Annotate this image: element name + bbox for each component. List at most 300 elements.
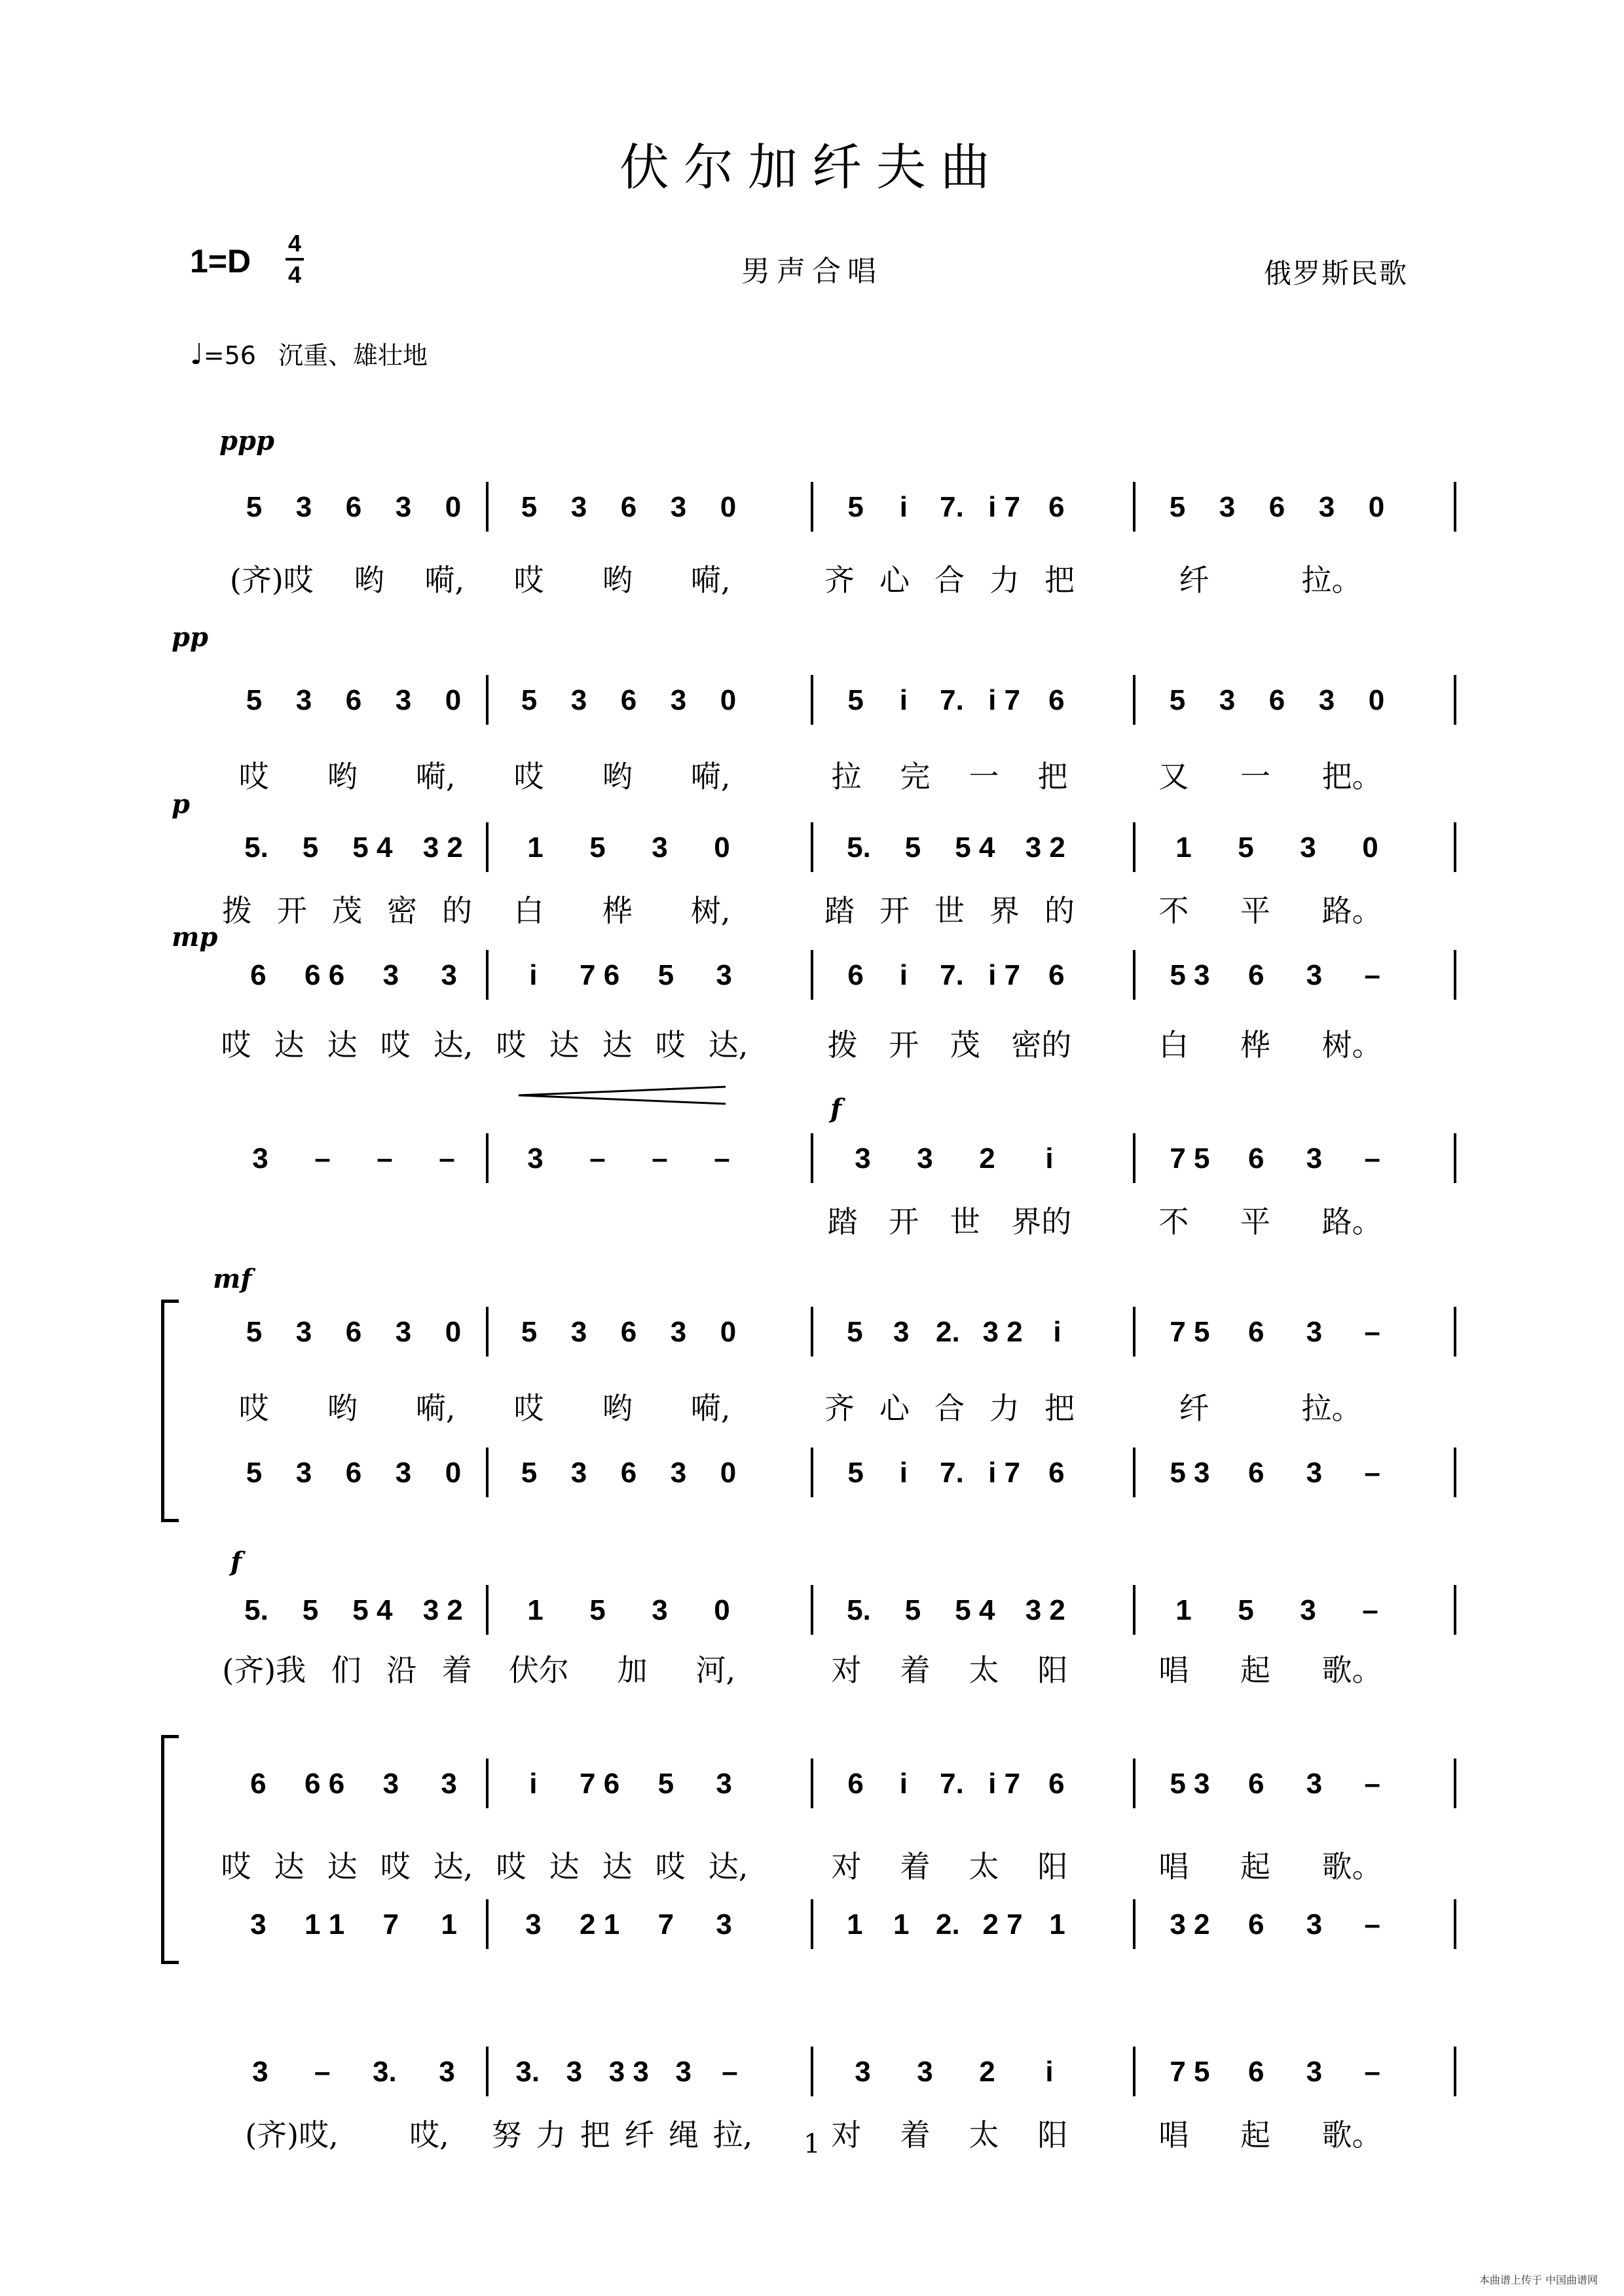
jianpu-note: 5 3 [1170, 1768, 1210, 1800]
lyric-word: 茂 [950, 1027, 980, 1063]
measure [229, 2056, 478, 2088]
lyric-word: 歌。 [1321, 1849, 1382, 1884]
lyric-word: 拨 [222, 893, 252, 928]
jianpu-note: 3 [652, 1594, 668, 1626]
jianpu-note: 2. [936, 1316, 960, 1348]
time-signature-bottom: 4 [287, 261, 302, 288]
lyric-word: 嗬, [415, 759, 456, 794]
measure [1153, 1594, 1401, 1627]
jianpu-note: 0 [445, 1457, 462, 1489]
jianpu-note: 6 [345, 1457, 362, 1489]
lyric-word: 哟 [602, 759, 633, 794]
lyric-measure [1133, 887, 1408, 930]
jianpu-note: 5 [302, 831, 319, 864]
lyric-measure [485, 1843, 760, 1886]
barline [1454, 1758, 1456, 1808]
jianpu-note: 3 [917, 2056, 933, 2088]
lyric-measure [1133, 1843, 1408, 1886]
lyric-word: 绳 [669, 2117, 699, 2153]
barline [811, 1307, 813, 1357]
measure [229, 1457, 478, 1489]
lyric-word: 心 [879, 562, 910, 598]
lyric-word: 齐 [824, 562, 855, 598]
barline [1454, 950, 1456, 1000]
measure [832, 491, 1080, 524]
lyric-word: 纤 [1179, 1391, 1209, 1426]
lyric-word: 拉。 [1301, 562, 1362, 598]
lyric-word: 桦 [602, 893, 633, 928]
jianpu-note: i [899, 1768, 908, 1800]
lyric-word: 达 [549, 1027, 580, 1063]
jianpu-note: 5 [1238, 1594, 1254, 1626]
jianpu-note: 3 [716, 1908, 732, 1941]
jianpu-note: 6 [250, 959, 267, 991]
lyric-word: 哎 [238, 1391, 269, 1426]
lyric-word: 对 [831, 1849, 862, 1884]
lyric-word: 开 [889, 1027, 919, 1063]
lyric-word: 着 [441, 1652, 472, 1688]
notation-row [170, 1908, 1454, 1954]
jianpu-note: 7 [657, 1908, 674, 1941]
jianpu-note: – [1364, 1768, 1380, 1800]
lyric-row [170, 1647, 1454, 1686]
lyric-word: 的 [442, 893, 472, 928]
lyric-row [170, 753, 1454, 792]
jianpu-note: 5 4 [955, 831, 995, 864]
barline [486, 950, 489, 1000]
measure [229, 1316, 478, 1349]
jianpu-note: 7. [940, 959, 964, 991]
lyric-word: 嗬, [424, 562, 465, 598]
jianpu-note: – [714, 1142, 730, 1175]
jianpu-note: 5 [589, 831, 606, 864]
jianpu-note: 3 [670, 684, 687, 716]
jianpu-note: 3 [1300, 1594, 1316, 1626]
lyric-word: 不 [1158, 1204, 1189, 1239]
notation-row [170, 684, 1454, 730]
jianpu-note: 5 [847, 1457, 864, 1489]
jianpu-note: 6 [620, 491, 637, 523]
jianpu-note: 5 [847, 684, 864, 716]
measure [504, 1908, 753, 1941]
measure [832, 684, 1080, 717]
lyric-word: 歌。 [1321, 1652, 1382, 1688]
lyric-word: 加 [617, 1652, 648, 1688]
lyric-word: 树。 [1321, 1027, 1382, 1063]
jianpu-note: i [899, 684, 908, 716]
jianpu-note: 6 [1268, 491, 1285, 523]
jianpu-note: 3 [1306, 1316, 1323, 1348]
lyric-measure [1133, 1021, 1408, 1065]
lyric-word: 把 [1044, 562, 1075, 598]
lyric-word: 拉 [831, 759, 862, 794]
measure [229, 1768, 478, 1800]
jianpu-note: – [722, 2056, 738, 2088]
jianpu-note: 3 [382, 959, 399, 991]
lyric-word: 唱 [1158, 1849, 1189, 1884]
jianpu-note: 3 [295, 684, 312, 716]
jianpu-note: 3 [716, 959, 732, 991]
lyric-word: 把 [580, 2117, 610, 2153]
lyric-word: 不 [1158, 893, 1189, 928]
lyric-row [170, 556, 1454, 596]
jianpu-note: 2 [979, 1142, 995, 1175]
jianpu-note: 7. [940, 684, 964, 716]
jianpu-note: 3 [295, 1457, 312, 1489]
jianpu-note: 6 [250, 1768, 267, 1800]
lyric-word: 哎 [513, 759, 544, 794]
lyric-measure [210, 556, 485, 600]
measure [504, 1594, 753, 1627]
jianpu-note: i [1045, 2056, 1054, 2088]
lyric-word: 歌。 [1321, 2117, 1382, 2153]
lyric-word: 哎 [221, 1027, 251, 1063]
lyric-word: 达 [327, 1849, 358, 1884]
lyric-row [170, 1385, 1454, 1424]
jianpu-note: 3 [395, 1457, 412, 1489]
barline [811, 950, 813, 1000]
jianpu-note: 5 [246, 1457, 263, 1489]
jianpu-note: 6 [1048, 959, 1065, 991]
jianpu-note: 5 3 [1170, 959, 1210, 991]
lyric-word: 白 [513, 893, 544, 928]
lyric-word: 踏 [824, 893, 855, 928]
measure [832, 1908, 1080, 1941]
measure [504, 1768, 753, 1800]
jianpu-note: 6 6 [304, 1768, 345, 1800]
jianpu-note: 3 [395, 684, 412, 716]
lyric-measure [485, 1021, 760, 1065]
lyric-word: 哎 [496, 1027, 526, 1063]
lyric-measure [1133, 1198, 1408, 1241]
measure [504, 959, 753, 992]
lyric-word: 平 [1240, 893, 1270, 928]
notation-row [170, 1457, 1454, 1503]
jianpu-note: 3 [675, 2056, 692, 2088]
lyric-word: 哎 [513, 1391, 544, 1426]
jianpu-note: 6 [345, 1316, 362, 1348]
jianpu-note: – [652, 1142, 668, 1175]
jianpu-note: i 7 [988, 491, 1021, 523]
lyric-word: 路。 [1321, 1204, 1382, 1239]
lyric-word: 拉, [712, 2117, 753, 2153]
barline [486, 1133, 489, 1183]
jianpu-note: 3 [1318, 491, 1335, 523]
lyric-word: 拨 [827, 1027, 858, 1063]
jianpu-note: – [1362, 1594, 1378, 1626]
jianpu-note: – [377, 1142, 393, 1175]
performance-type: 男声合唱 [741, 255, 883, 288]
jianpu-note: 6 [1048, 1768, 1065, 1800]
jianpu-note: 3 [250, 1908, 267, 1941]
jianpu-note: i [899, 959, 908, 991]
jianpu-note: 1 [847, 1908, 863, 1941]
jianpu-note: 3. [515, 2056, 540, 2088]
tempo-marking [190, 335, 428, 371]
jianpu-note: 3 [716, 1768, 732, 1800]
barline [1133, 822, 1135, 872]
notation-row [170, 1316, 1454, 1362]
lyric-row [170, 1198, 1454, 1237]
jianpu-note: 6 [1247, 2056, 1264, 2088]
jianpu-note: 6 [1247, 1768, 1264, 1800]
measure [229, 959, 478, 992]
lyric-word: 起 [1240, 1849, 1270, 1884]
lyric-word: 力 [989, 1391, 1020, 1426]
lyric-word: 哎 [380, 1849, 411, 1884]
lyric-measure [210, 1843, 485, 1886]
barline [1133, 1585, 1135, 1635]
lyric-word: 阳 [1037, 2117, 1068, 2153]
measure [832, 1142, 1080, 1175]
lyric-word: 哟 [327, 1391, 358, 1426]
lyric-word: 达 [274, 1849, 304, 1884]
dynamic-mark: ppp [219, 426, 274, 456]
jianpu-note: i [1053, 1316, 1061, 1348]
lyric-word: 太 [969, 2117, 999, 2153]
jianpu-note: 0 [720, 1316, 737, 1348]
jianpu-note: 0 [720, 684, 737, 716]
lyric-word: 达 [549, 1849, 580, 1884]
jianpu-note: 3 [295, 491, 312, 523]
jianpu-note: 6 [847, 1768, 864, 1800]
measure [832, 2056, 1080, 2088]
measure [1153, 1908, 1401, 1941]
song-origin: 俄罗斯民歌 [1264, 257, 1409, 289]
measure [832, 1316, 1080, 1349]
notation-row [170, 1142, 1454, 1188]
jianpu-note: 1 [527, 831, 544, 864]
lyric-word: 起 [1240, 2117, 1270, 2153]
jianpu-note: 6 [1247, 1457, 1264, 1489]
footer-credit: 本曲谱上传于 中国曲谱网 [1479, 2274, 1598, 2286]
lyric-word: 哟 [602, 1391, 633, 1426]
lyric-word: 平 [1240, 1204, 1270, 1239]
jianpu-note: i 7 [988, 959, 1021, 991]
barline [1133, 2047, 1135, 2096]
jianpu-note: 5. [847, 1594, 871, 1626]
lyric-word: 合 [934, 562, 965, 598]
lyric-word: 唱 [1158, 1652, 1189, 1688]
barline [1454, 1133, 1456, 1183]
jianpu-note: 3 [252, 1142, 268, 1175]
lyric-word: 心 [879, 1391, 910, 1426]
lyric-word: 完 [900, 759, 931, 794]
jianpu-note: 5 [1169, 684, 1186, 716]
jianpu-note: 0 [720, 1457, 737, 1489]
measure [229, 1594, 478, 1627]
lyric-word: 把 [1044, 1391, 1075, 1426]
barline [486, 2047, 489, 2096]
tempo-expression: 沉重、雄壮地 [278, 341, 428, 370]
barline [1454, 1585, 1456, 1635]
dynamic-mark: pp [172, 622, 208, 653]
measure [504, 491, 753, 524]
jianpu-note: 6 [1048, 1457, 1065, 1489]
barline [1454, 675, 1456, 725]
jianpu-note: 6 [847, 959, 864, 991]
barline [1133, 1307, 1135, 1357]
measure [229, 1142, 478, 1175]
barline [1454, 1448, 1456, 1497]
lyric-word: 达, [708, 1849, 748, 1884]
barline [1133, 1899, 1135, 1949]
barline [1454, 822, 1456, 872]
lyric-measure [812, 556, 1087, 600]
jianpu-note: 3 [566, 2056, 583, 2088]
lyric-measure [812, 887, 1087, 930]
jianpu-note: 5 4 [352, 1594, 393, 1626]
jianpu-note: 5 [1238, 831, 1254, 864]
measure [229, 491, 478, 524]
measure [832, 959, 1080, 992]
lyric-word: 嗬, [690, 759, 731, 794]
jianpu-note: 5 [246, 684, 263, 716]
jianpu-note: 6 [1247, 1908, 1264, 1941]
barline [1454, 2047, 1456, 2096]
lyric-word: 路。 [1321, 893, 1382, 928]
lyric-word: 嗬, [690, 1391, 731, 1426]
lyric-measure [210, 887, 485, 930]
lyric-row [170, 1021, 1454, 1061]
jianpu-note: 3 [295, 1316, 312, 1348]
lyric-word: 哎 [655, 1849, 686, 1884]
jianpu-note: 0 [714, 831, 730, 864]
lyric-word: 纤 [1179, 562, 1209, 598]
page-title: 伏尔加纤夫曲 [619, 138, 1005, 196]
barline [1133, 1448, 1135, 1497]
jianpu-note: 3 [395, 491, 412, 523]
jianpu-note: 3 [441, 959, 457, 991]
lyric-measure [485, 753, 760, 796]
jianpu-note: 3 [1219, 684, 1236, 716]
measure [1153, 2056, 1401, 2088]
barline [486, 822, 489, 872]
jianpu-note: 3 [1306, 1768, 1323, 1800]
measure [229, 684, 478, 717]
jianpu-note: 3 [525, 1908, 542, 1941]
jianpu-note: 7. [940, 1457, 964, 1489]
jianpu-note: 3 [1219, 491, 1236, 523]
jianpu-note: 3 2 [982, 1316, 1023, 1348]
lyric-word: 踏 [827, 1204, 858, 1239]
measure [504, 1457, 753, 1489]
jianpu-note: 3 2 [422, 1594, 463, 1626]
jianpu-note: 6 [345, 491, 362, 523]
notation-row [170, 491, 1454, 537]
jianpu-note: 3 [855, 1142, 871, 1175]
barline [486, 1307, 489, 1357]
barline [1133, 1133, 1135, 1183]
lyric-word: 着 [900, 1652, 931, 1688]
jianpu-note: 0 [1368, 491, 1385, 523]
barline [1133, 1758, 1135, 1808]
jianpu-note: 3 2 [1025, 831, 1065, 864]
jianpu-note: 2 7 [982, 1908, 1023, 1941]
barline [811, 1448, 813, 1497]
jianpu-note: i [529, 1768, 538, 1800]
jianpu-note: 5 [246, 491, 263, 523]
lyric-measure [812, 1647, 1087, 1690]
jianpu-note: 3 [570, 491, 587, 523]
lyric-word: 哟 [602, 562, 633, 598]
lyric-word: 太 [969, 1652, 999, 1688]
jianpu-note: 3 [670, 1457, 687, 1489]
lyric-word: (齐)我 [222, 1652, 306, 1688]
jianpu-note: 3 [252, 2056, 268, 2088]
jianpu-note: 7. [940, 491, 964, 523]
measure [832, 831, 1080, 864]
jianpu-note: 2 1 [580, 1908, 620, 1941]
jianpu-note: 6 [1048, 684, 1065, 716]
lyric-word: 桦 [1240, 1027, 1270, 1063]
lyric-word: 力 [989, 562, 1020, 598]
jianpu-note: – [314, 2056, 331, 2088]
lyric-word: 白 [1158, 1027, 1189, 1063]
lyric-word: 哎 [380, 1027, 411, 1063]
jianpu-note: – [1364, 1316, 1380, 1348]
jianpu-note: 1 [893, 1908, 910, 1941]
time-signature-top: 4 [287, 230, 302, 257]
jianpu-note: – [589, 1142, 606, 1175]
lyric-measure [812, 1385, 1087, 1428]
barline [811, 1899, 813, 1949]
jianpu-note: 7 5 [1170, 1142, 1210, 1175]
jianpu-note: 7 5 [1170, 1316, 1210, 1348]
measure [504, 684, 753, 717]
lyric-word: 哎 [496, 1849, 526, 1884]
barline [811, 1758, 813, 1808]
barline [811, 2047, 813, 2096]
jianpu-note: 3 3 [608, 2056, 649, 2088]
jianpu-note: 6 [620, 1316, 637, 1348]
barline [1133, 950, 1135, 1000]
quarter-note-icon: ♩ [190, 338, 204, 371]
jianpu-note: 6 [1247, 1142, 1264, 1175]
barline [1133, 675, 1135, 725]
jianpu-note: 5. [244, 1594, 268, 1626]
measure [1153, 831, 1401, 864]
jianpu-note: 1 [527, 1594, 544, 1626]
lyric-word: 达, [433, 1027, 473, 1063]
jianpu-note: 0 [714, 1594, 730, 1626]
measure [1153, 1142, 1401, 1175]
jianpu-note: 6 [1048, 491, 1065, 523]
jianpu-note: 6 [1247, 959, 1264, 991]
jianpu-note: 0 [1362, 831, 1378, 864]
lyric-word: 达 [327, 1027, 358, 1063]
barline [486, 482, 489, 532]
jianpu-note: 1 1 [304, 1908, 345, 1941]
jianpu-note: 3 [917, 1142, 933, 1175]
measure [832, 1457, 1080, 1489]
lyric-word: 对 [831, 1652, 862, 1688]
barline [1454, 1899, 1456, 1949]
lyric-word: 达 [602, 1027, 633, 1063]
lyric-measure [485, 887, 760, 930]
lyric-word: 密 [387, 893, 417, 928]
dynamic-mark: mp [172, 922, 218, 953]
jianpu-note: 7 6 [580, 959, 620, 991]
measure [504, 1142, 753, 1175]
jianpu-note: 0 [720, 491, 737, 523]
lyric-row [170, 887, 1454, 926]
lyric-word: 达 [602, 1849, 633, 1884]
jianpu-note: 5 [904, 831, 921, 864]
jianpu-note: 3 [570, 1316, 587, 1348]
lyric-word: 哎, [409, 2117, 449, 2153]
barline [1133, 482, 1135, 532]
